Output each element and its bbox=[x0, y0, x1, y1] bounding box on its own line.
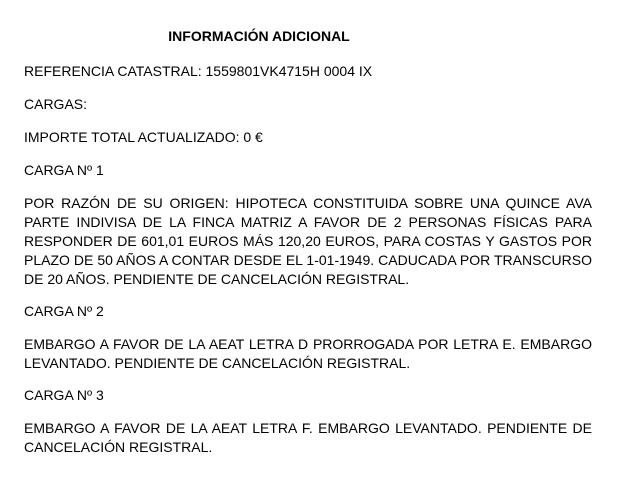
document-body bbox=[24, 62, 592, 470]
cargas-label: CARGAS: bbox=[24, 96, 88, 112]
referencia-catastral: REFERENCIA CATASTRAL: 1559801VK4715H 0004 IX bbox=[24, 63, 373, 79]
carga-2-text: EMBARGO A FAVOR DE LA AEAT LETRA D PRORROGADA POR LETRA E. EMBARGO LEVANTADO. PENDIENTE DE CANCELACIÓN REGISTRAL. bbox=[24, 336, 592, 371]
carga-3-text: EMBARGO A FAVOR DE LA AEAT LETRA F. EMBARGO LEVANTADO. PENDIENTE DE CANCELACIÓN REGISTRAL. bbox=[24, 420, 592, 455]
importe-total: IMPORTE TOTAL ACTUALIZADO: 0 € bbox=[24, 129, 263, 145]
carga-1-heading: CARGA Nº 1 bbox=[24, 162, 104, 178]
carga-3-heading: CARGA Nº 3 bbox=[24, 387, 104, 403]
carga-1-text: POR RAZÓN DE SU ORIGEN: HIPOTECA CONSTITUIDA SOBRE UNA QUINCE AVA PARTE INDIVISA DE LA FINCA MATRIZ A FAVOR DE 2 PERSONAS FÍSICAS PARA RESPONDER DE 601,01 EUROS MÁS 120,20 EUROS, PARA COSTAS Y GASTOS POR PLAZO DE 50 AÑOS A CONTAR DESDE EL 1-01-1949. CADUCADA POR TRANSCURSO DE 20 AÑOS. PENDIENTE DE CANCELACIÓN REGISTRAL. bbox=[24, 195, 592, 287]
carga-2-heading: CARGA Nº 2 bbox=[24, 303, 104, 319]
document-title: INFORMACIÓN ADICIONAL bbox=[168, 28, 350, 44]
